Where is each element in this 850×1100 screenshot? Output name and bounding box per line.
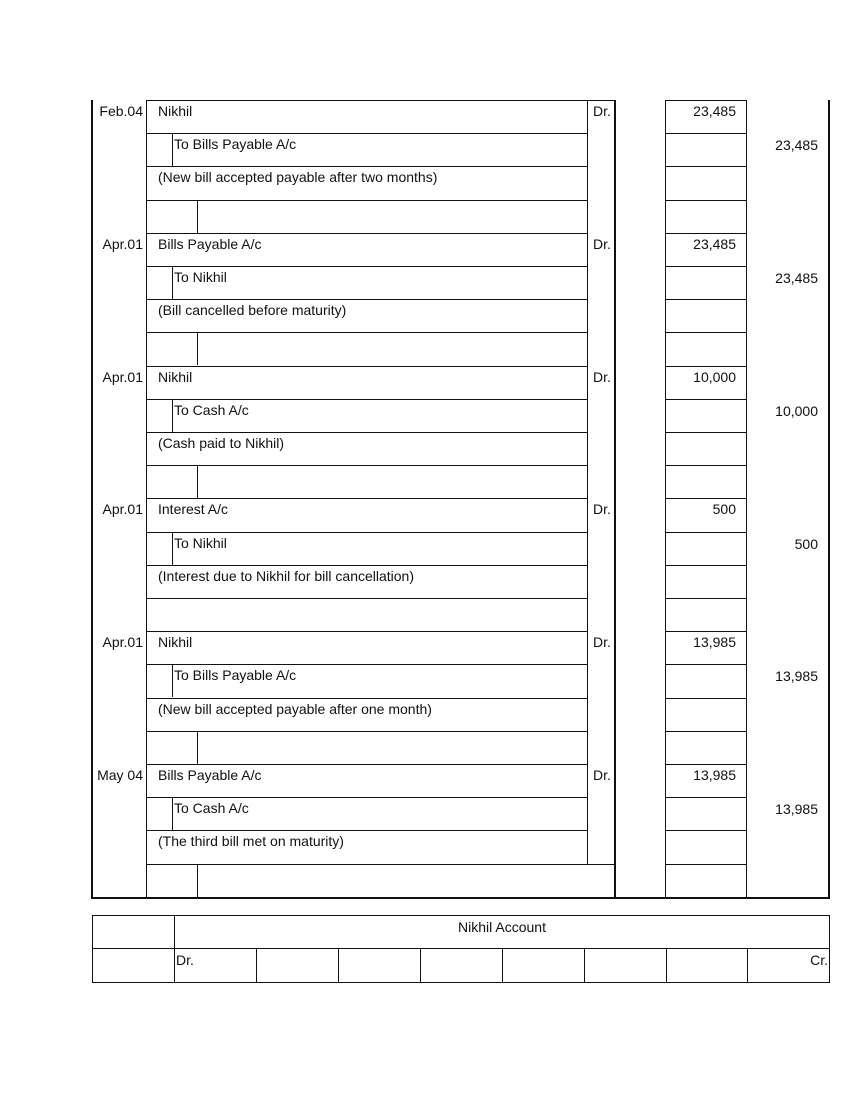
row-rule-17: [146, 664, 588, 665]
debit-row-rule-7: [665, 332, 747, 333]
credit-amount: 10,000: [775, 403, 818, 419]
debit-row-rule-2: [665, 166, 747, 167]
ledger-bottom-rule: [92, 982, 830, 983]
credit-amount: 13,985: [775, 801, 818, 817]
debit-row-rule-11: [665, 465, 747, 466]
entry-date: May 04: [97, 767, 143, 783]
debit-row-rule-5: [665, 266, 747, 267]
row-rule-22: [146, 830, 588, 831]
debit-row-rule-12: [665, 498, 747, 499]
credit-amount: 23,485: [775, 270, 818, 286]
debit-amount: 23,485: [693, 103, 736, 119]
row-rule-5: [146, 266, 588, 267]
dr-label: Dr.: [593, 103, 611, 119]
credit-amount: 500: [794, 536, 818, 552]
row-rule-14: [146, 565, 588, 566]
debit-row-rule-3: [665, 200, 747, 201]
debit-account: Bills Payable A/c: [158, 236, 262, 252]
credit-indent-mark: [172, 664, 173, 697]
debit-row-rule-18: [665, 698, 747, 699]
ledger-sub-column-rule-1: [338, 948, 339, 982]
dr-label: Dr.: [593, 236, 611, 252]
row-rule-10: [146, 432, 588, 433]
debit-row-rule-23: [665, 864, 747, 865]
row-rule-11: [146, 465, 588, 466]
entry-date: Apr.01: [102, 236, 143, 252]
ledger-dr-label: Dr.: [176, 952, 194, 968]
ledger-sub-column-rule-5: [666, 948, 667, 982]
debit-account: Bills Payable A/c: [158, 767, 262, 783]
row-rule-18: [146, 698, 588, 699]
credit-account: To Bills Payable A/c: [174, 136, 297, 152]
debit-account: Interest A/c: [158, 501, 229, 517]
row-rule-6: [146, 299, 588, 300]
credit-indent-mark: [172, 797, 173, 830]
dr-label: Dr.: [593, 634, 611, 650]
entry-date: Apr.01: [102, 634, 143, 650]
debit-account: Nikhil: [158, 634, 193, 650]
debit-top-rule: [665, 100, 747, 101]
dr-label: Dr.: [593, 501, 611, 517]
ledger-top-rule: [92, 915, 830, 916]
ledger-sub-column-rule-2: [420, 948, 421, 982]
particulars-top-rule: [146, 100, 615, 101]
debit-amount: 23,485: [693, 236, 736, 252]
dr-label: Dr.: [593, 369, 611, 385]
row-rule-15: [146, 598, 588, 599]
row-rule-2: [146, 166, 588, 167]
blank-row-divider: [197, 731, 198, 764]
row-rule-4: [146, 233, 588, 234]
row-rule-13: [146, 532, 588, 533]
journal-bottom-rule: [91, 897, 830, 899]
debit-row-rule-21: [665, 797, 747, 798]
debit-amount: 13,985: [693, 634, 736, 650]
debit-row-rule-13: [665, 532, 747, 533]
blank-row-divider: [197, 200, 198, 233]
narration: (Interest due to Nikhil for bill cancellation): [158, 568, 415, 584]
ledger-sub-column-rule-0: [256, 948, 257, 982]
row-rule-12: [146, 498, 588, 499]
credit-indent-mark: [172, 133, 173, 166]
credit-account: To Cash A/c: [174, 402, 249, 418]
dr-column-right-rule: [614, 100, 616, 897]
debit-row-rule-19: [665, 731, 747, 732]
debit-row-rule-20: [665, 764, 747, 765]
debit-row-rule-8: [665, 366, 747, 367]
debit-account: Nikhil: [158, 369, 193, 385]
row-rule-9: [146, 399, 588, 400]
ledger-cr-label: Cr.: [810, 952, 828, 968]
row-rule-8: [146, 366, 588, 367]
blank-row-divider: [197, 465, 198, 498]
debit-row-rule-16: [665, 631, 747, 632]
narration: (The third bill met on maturity): [158, 833, 344, 849]
row-rule-19: [146, 731, 588, 732]
credit-account: To Nikhil: [174, 535, 227, 551]
entry-date: Apr.01: [102, 369, 143, 385]
narration: (New bill accepted payable after two months): [158, 169, 438, 185]
debit-row-rule-14: [665, 565, 747, 566]
ledger-middle-rule: [92, 948, 830, 949]
row-rule-21: [146, 797, 588, 798]
entry-date: Apr.01: [102, 501, 143, 517]
ledger-sub-column-rule-6: [747, 948, 748, 982]
ledger-sub-column-rule-3: [502, 948, 503, 982]
credit-indent-mark: [172, 266, 173, 299]
debit-row-rule-9: [665, 399, 747, 400]
credit-indent-mark: [172, 399, 173, 432]
credit-amount: 23,485: [775, 137, 818, 153]
narration: (New bill accepted payable after one month): [158, 701, 432, 717]
row-rule-23: [146, 864, 615, 865]
debit-amount: 13,985: [693, 767, 736, 783]
debit-row-rule-22: [665, 830, 747, 831]
debit-row-rule-4: [665, 233, 747, 234]
debit-amount: 10,000: [693, 369, 736, 385]
row-rule-16: [146, 631, 588, 632]
row-rule-3: [146, 200, 588, 201]
row-rule-7: [146, 332, 588, 333]
dr-column-left-rule: [587, 100, 588, 864]
dr-label: Dr.: [593, 767, 611, 783]
debit-row-rule-1: [665, 133, 747, 134]
debit-row-rule-17: [665, 664, 747, 665]
debit-row-rule-15: [665, 598, 747, 599]
credit-account: To Cash A/c: [174, 800, 249, 816]
debit-row-rule-6: [665, 299, 747, 300]
debit-row-rule-10: [665, 432, 747, 433]
row-rule-1: [146, 133, 588, 134]
entry-date: Feb.04: [99, 103, 143, 119]
blank-row-divider: [197, 332, 198, 365]
row-rule-20: [146, 764, 588, 765]
ledger-title: Nikhil Account: [458, 919, 546, 935]
ledger-sub-column-rule-4: [584, 948, 585, 982]
credit-indent-mark: [172, 532, 173, 565]
narration: (Cash paid to Nikhil): [158, 435, 285, 451]
credit-amount: 13,985: [775, 668, 818, 684]
narration: (Bill cancelled before maturity): [158, 302, 347, 318]
credit-account: To Bills Payable A/c: [174, 667, 297, 683]
credit-column-right-rule: [828, 100, 830, 898]
blank-row-divider: [197, 864, 198, 897]
debit-account: Nikhil: [158, 103, 193, 119]
credit-account: To Nikhil: [174, 269, 227, 285]
ledger-left-rule: [92, 915, 93, 983]
debit-amount: 500: [712, 501, 736, 517]
